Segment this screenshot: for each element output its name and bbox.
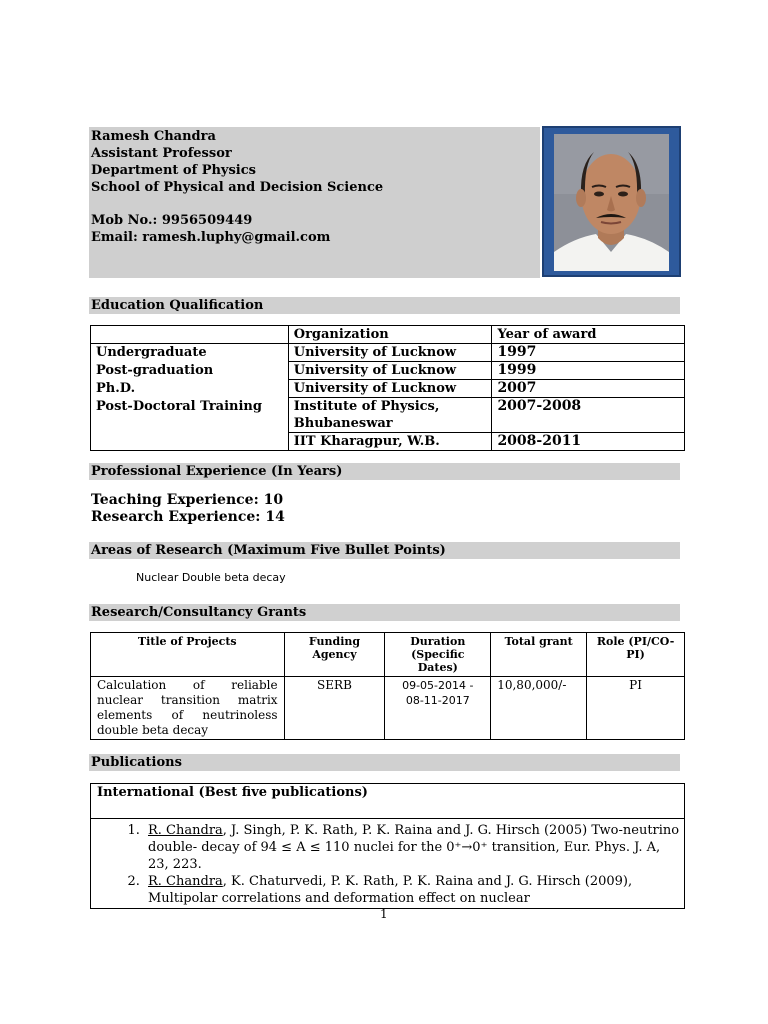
- email-address: Email: ramesh.luphy@gmail.com: [91, 230, 331, 245]
- contact-block: [91, 128, 383, 246]
- year-cell: 2008-2011: [492, 433, 685, 451]
- table-row: [91, 362, 685, 380]
- page-number: 1: [380, 907, 388, 921]
- publications-table: [90, 783, 685, 909]
- research-experience: Research Experience: 14: [91, 509, 285, 525]
- table-header-cell: Funding Agency: [284, 633, 385, 677]
- table-row: [91, 398, 685, 433]
- publication-text: , J. Singh, P. K. Rath, P. K. Raina and J. G. Hirsch (2005) Two-neutrino double- decay of 94 ≤ A ≤ 110 nuclei for the 0⁺→0⁺ transition, Eur. Phys. J. A, 23, 223.: [148, 823, 680, 872]
- degree-cell: Ph.D.: [91, 380, 289, 398]
- education-table: [90, 325, 685, 451]
- publication-author: R. Chandra: [148, 874, 223, 889]
- grants-table: [90, 632, 685, 740]
- year-cell: 2007: [492, 380, 685, 398]
- experience-block: [91, 492, 285, 526]
- table-row: [91, 677, 685, 740]
- table-header-cell: Year of award: [492, 326, 685, 344]
- school: School of Physical and Decision Science: [91, 180, 384, 195]
- project-title-cell: Calculation of reliable nuclear transition matrix elements of neutrinoless double beta decay: [91, 677, 285, 740]
- table-row: [91, 344, 685, 362]
- organization-cell: IIT Kharagpur, W.B.: [288, 433, 492, 451]
- total-grant-cell: 10,80,000/-: [491, 677, 587, 740]
- table-header-cell: Total grant: [491, 633, 587, 677]
- table-row: [91, 784, 685, 819]
- year-cell: 1997: [492, 344, 685, 362]
- publication-author: R. Chandra: [148, 823, 223, 838]
- publication-text: , K. Chaturvedi, P. K. Rath, P. K. Raina and J. G. Hirsch (2009), Multipolar correlations and deformation effect on nuclear: [148, 874, 633, 906]
- year-cell: 1999: [492, 362, 685, 380]
- table-header-cell: Role (PI/CO-PI): [587, 633, 685, 677]
- organization-cell: University of Lucknow: [288, 344, 492, 362]
- profile-photo: [542, 126, 681, 277]
- role-cell: PI: [587, 677, 685, 740]
- table-header-cell: Duration (Specific Dates): [385, 633, 491, 677]
- portrait-image: [554, 134, 669, 271]
- designation: Assistant Professor: [91, 146, 232, 161]
- publication-item: [144, 873, 683, 907]
- organization-cell: University of Lucknow: [288, 380, 492, 398]
- grants-section-title: Research/Consultancy Grants: [89, 604, 680, 621]
- publication-list: [92, 822, 683, 907]
- organization-cell: University of Lucknow: [288, 362, 492, 380]
- table-row: [91, 380, 685, 398]
- degree-cell: Post-Doctoral Training: [91, 398, 289, 451]
- table-header-row: [91, 326, 685, 344]
- education-section-title: Education Qualification: [89, 297, 680, 314]
- table-row: [91, 819, 685, 909]
- table-header-cell: Organization: [288, 326, 492, 344]
- research-area-item: Nuclear Double beta decay: [136, 571, 286, 584]
- degree-cell: Undergraduate: [91, 344, 289, 362]
- table-header-cell: Title of Projects: [91, 633, 285, 677]
- research-areas-section-title: Areas of Research (Maximum Five Bullet Points): [89, 542, 680, 559]
- teaching-experience: Teaching Experience: 10: [91, 492, 284, 508]
- international-publications-heading: International (Best five publications): [91, 784, 685, 819]
- publications-section-title: Publications: [89, 754, 680, 771]
- mobile-number: Mob No.: 9956509449: [91, 213, 253, 228]
- organization-cell: Institute of Physics, Bhubaneswar: [288, 398, 492, 433]
- table-header-row: [91, 633, 685, 677]
- person-name: Ramesh Chandra: [91, 129, 216, 144]
- year-cell: 2007-2008: [492, 398, 685, 433]
- experience-section-title: Professional Experience (In Years): [89, 463, 680, 480]
- degree-cell: Post-graduation: [91, 362, 289, 380]
- publication-item: [144, 822, 683, 873]
- table-header-cell: [91, 326, 289, 344]
- funding-agency-cell: SERB: [284, 677, 385, 740]
- department: Department of Physics: [91, 163, 256, 178]
- duration-cell: 09-05-2014 - 08-11-2017: [385, 677, 491, 740]
